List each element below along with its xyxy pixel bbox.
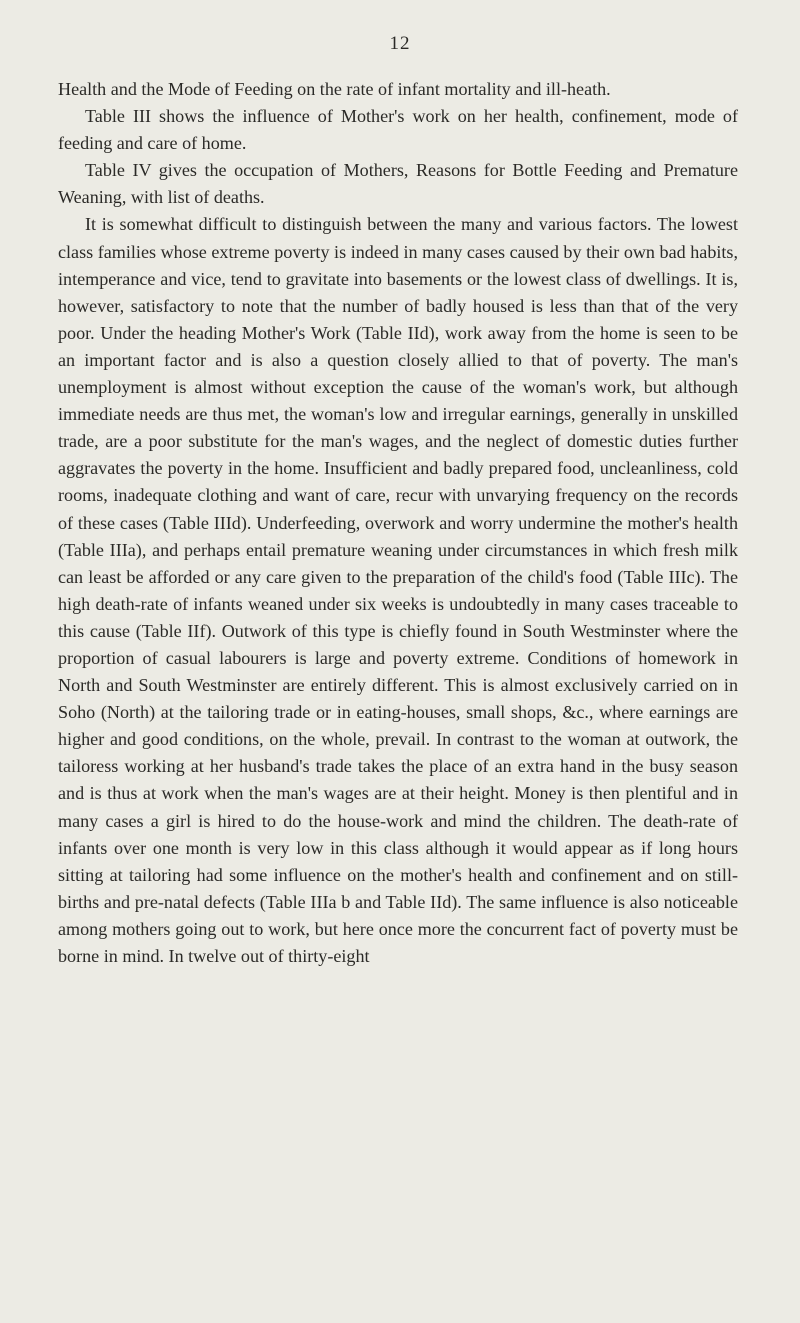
paragraph-factors: It is somewhat difficult to distinguish between the many and various factors. The lowest class families whose extreme poverty is indeed in many cases caused by their own bad habits, intemperance and vice, tend to gravitate into basements or the lowest class of dwellings. It is, however, satisfactory to note that the number of badly housed is less than that of the very poor. Under the heading Mother's Work (Table IId), work away from the home is seen to be an important factor and is also a question closely allied to that of poverty. The man's unemployment is almost without exception the cause of the woman's work, but although immediate needs are thus met, the woman's low and irregular earnings, generally in unskilled trade, are a poor substitute for the man's wages, and the neglect of domestic duties further aggravates the poverty in the home. Insufficient and badly prepared food, uncleanliness, cold rooms, inadequate clothing and want of care, recur with unvarying frequency on the records of these cases (Table IIId). Underfeeding, overwork and worry undermine the mother's health (Table IIIa), and perhaps entail premature weaning under circumstances in which fresh milk can least be afforded or any care given to the preparation of the child's food (Table IIIc). The high death-rate of infants weaned under six weeks is undoubtedly in many cases traceable to this cause (Table IIf). Outwork of this type is chiefly found in South Westminster where the proportion of casual labourers is large and poverty extreme. Conditions of homework in North and South Westminster are entirely different. This is almost exclusively carried on in Soho (North) at the tailoring trade or in eating-houses, small shops, &c., where earnings are higher and good conditions, on the whole, prevail. In contrast to the woman at outwork, the tailoress working at her husband's trade takes the place of an extra hand in the busy season and is thus at work when the man's wages are at their height. Money is then plentiful and in many cases a girl is hired to do the house-work and mind the children. The death-rate of infants over one month is very low in this class although it would appear as if long hours sitting at tailoring had some influence on the mother's health and confinement and on still-births and pre-natal defects (Table IIIa b and Table IId). The same influence is also noticeable among mothers going out to work, but here once more the concurrent fact of poverty must be borne in mind. In twelve out of thirty-eight — [58, 214, 738, 966]
paragraph-table-iii: Table III shows the influence of Mother's work on her health, confinement, mode of feeding and care of home. — [58, 106, 738, 154]
page-number: 12 — [389, 33, 411, 54]
paragraph-continuation: Health and the Mode of Feeding on the rate of infant mortality and ill-heath. — [58, 79, 611, 99]
paragraph-table-iv: Table IV gives the occupation of Mothers, Reasons for Bottle Feeding and Premature Weaning, with list of deaths. — [58, 160, 738, 208]
body-text — [58, 76, 738, 970]
